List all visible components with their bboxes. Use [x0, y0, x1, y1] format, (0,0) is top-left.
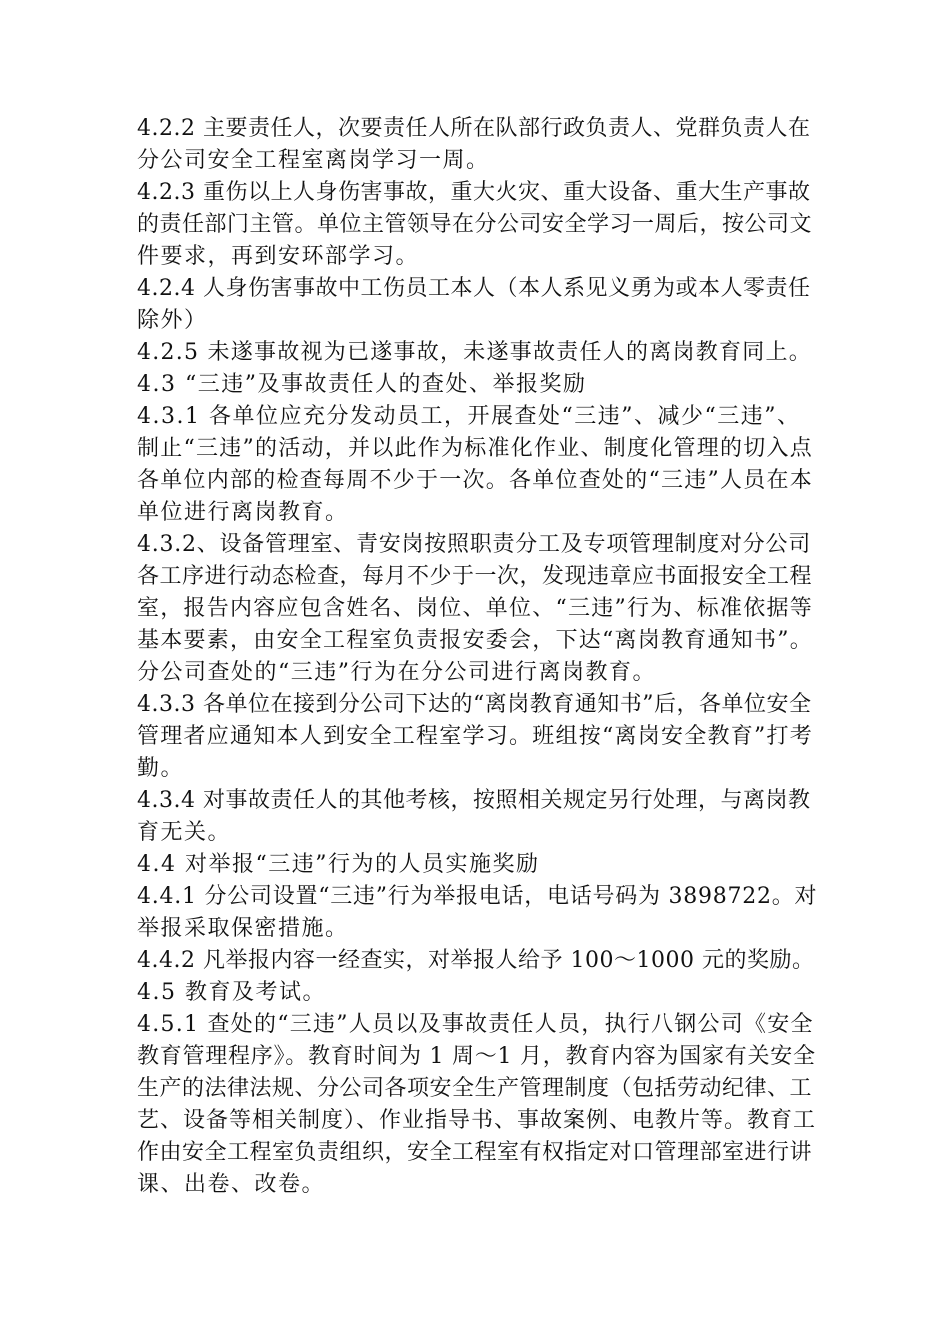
section-heading: 4.5 教育及考试。: [137, 980, 326, 1005]
text-line: 育无关。: [137, 820, 232, 845]
text-line: 4.2.4 人身伤害事故中工伤员工本人（本人系见义勇为或本人零责任: [137, 276, 811, 301]
text-line: 的责任部门主管。单位主管领导在分公司安全学习一周后，按公司文: [137, 212, 813, 237]
text-line: 分公司安全工程室离岗学习一周。: [137, 148, 490, 173]
text-line: 4.2.3 重伤以上人身伤害事故，重大火灾、重大设备、重大生产事故: [137, 180, 811, 205]
text-line: 举报采取保密措施。: [137, 916, 349, 941]
section-heading: 4.4 对举报“三违”行为的人员实施奖励: [137, 852, 540, 877]
text-line: 4.4.1 分公司设置“三违”行为举报电话，电话号码为 3898722。对: [137, 884, 818, 909]
text-line: 基本要素，由安全工程室负责报安委会，下达“离岗教育通知书”。: [137, 628, 813, 653]
section-heading: 4.3 “三违”及事故责任人的查处、举报奖励: [137, 372, 587, 397]
text-line: 除外）: [137, 308, 208, 333]
text-line: 分公司查处的“三违”行为在分公司进行离岗教育。: [137, 660, 656, 685]
text-line: 4.5.1 查处的“三违”人员以及事故责任人员，执行八钢公司《安全: [137, 1012, 814, 1037]
text-line: 艺、设备等相关制度）、作业指导书、事故案例、电教片等。教育工: [137, 1108, 817, 1133]
text-line: 室，报告内容应包含姓名、岗位、单位、“三违”行为、标准依据等: [137, 596, 813, 621]
text-line: 各单位内部的检查每周不少于一次。各单位查处的“三违”人员在本: [137, 468, 813, 493]
text-line: 4.3.4 对事故责任人的其他考核，按照相关规定另行处理，与离岗教: [137, 788, 811, 813]
text-line: 4.3.2、设备管理室、青安岗按照职责分工及专项管理制度对分公司: [137, 532, 811, 557]
text-line: 单位进行离岗教育。: [137, 500, 349, 525]
text-line: 管理者应通知本人到安全工程室学习。班组按“离岗安全教育”打考: [137, 724, 813, 749]
text-line: 4.3.3 各单位在接到分公司下达的“离岗教育通知书”后，各单位安全: [137, 692, 812, 717]
text-line: 制止“三违”的活动，并以此作为标准化作业、制度化管理的切入点: [137, 436, 813, 461]
text-line: 4.2.2 主要责任人，次要责任人所在队部行政负责人、党群负责人在: [137, 116, 811, 141]
text-line: 件要求，再到安环部学习。: [137, 244, 420, 269]
text-line: 4.4.2 凡举报内容一经查实，对举报人给予 100～1000 元的奖励。: [137, 948, 815, 973]
text-line: 作由安全工程室负责组织，安全工程室有权指定对口管理部室进行讲: [137, 1140, 813, 1165]
text-line: 教育管理程序》。教育时间为 1 周～1 月，教育内容为国家有关安全: [137, 1044, 816, 1069]
text-line: 生产的法律法规、分公司各项安全生产管理制度（包括劳动纪律、工: [137, 1076, 813, 1101]
text-line: 4.2.5 未遂事故视为已遂事故，未遂事故责任人的离岗教育同上。: [137, 340, 812, 365]
text-line: 勤。: [137, 756, 185, 781]
text-line: 4.3.1 各单位应充分发动员工，开展查处“三违”、减少“三违”、: [137, 404, 801, 429]
text-line: 课、出卷、改卷。: [137, 1172, 326, 1197]
document-body: [137, 113, 817, 1201]
text-line: 各工序进行动态检查，每月不少于一次，发现违章应书面报安全工程: [137, 564, 813, 589]
